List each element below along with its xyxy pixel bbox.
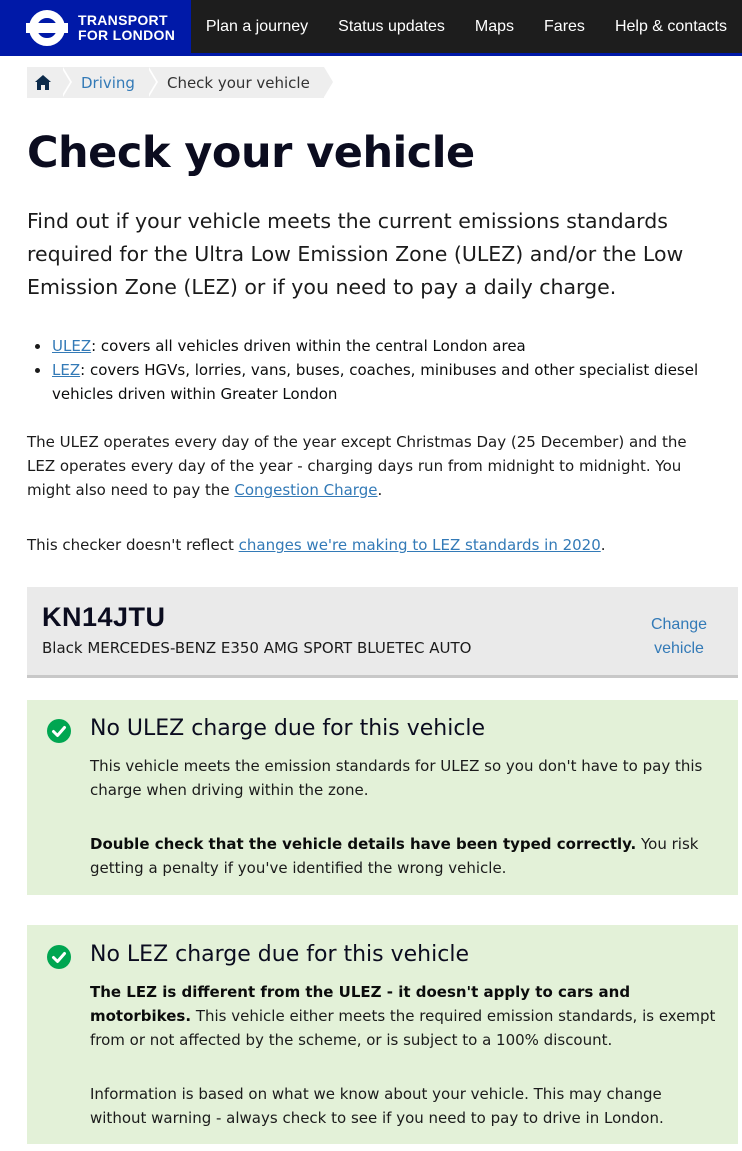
- home-icon: [35, 75, 51, 90]
- change-line-1: Change: [650, 616, 708, 633]
- zone-list: [52, 334, 712, 406]
- operating-hours-text: [27, 430, 717, 502]
- brand-line-2: FOR LONDON: [78, 27, 176, 43]
- nav-help-contacts[interactable]: Help & contacts: [614, 17, 727, 35]
- checker-note-text: This checker doesn't reflect: [27, 536, 239, 554]
- lez-changes-link[interactable]: changes we're making to LEZ standards in 2020: [238, 536, 601, 554]
- registration-plate: KN14JTU: [42, 602, 166, 632]
- warning-text: You risk getting a penalty if you've identified the wrong vehicle.: [90, 835, 699, 877]
- tfl-logo[interactable]: [0, 0, 191, 56]
- change-line-2: vehicle: [654, 640, 704, 657]
- nav-status-updates[interactable]: Status updates: [338, 17, 445, 35]
- site-header: [0, 0, 742, 56]
- ulez-result-warning: [90, 832, 720, 880]
- ulez-result-title: No ULEZ charge due for this vehicle: [90, 716, 486, 741]
- lez-body-bold: The LEZ is different from the ULEZ - it doesn't apply to cars and motorbikes.: [90, 983, 631, 1025]
- lez-body-text: This vehicle either meets the required emission standards, is exempt from or not affected by the scheme, or is subject to a 100% discount.: [90, 1007, 716, 1049]
- checker-note: [27, 533, 717, 557]
- ulez-description: : covers all vehicles driven within the central London area: [91, 337, 526, 355]
- list-item: [52, 334, 712, 358]
- lez-description: : covers HGVs, lorries, vans, buses, coaches, minibuses and other specialist diesel vehicles driven within Greater London: [52, 361, 699, 403]
- operating-text: The ULEZ operates every day of the year except Christmas Day (25 December) and the LEZ operates every day of the year - charging days run from midnight to midnight. You might also need to pay the: [27, 433, 687, 499]
- nav-fares[interactable]: Fares: [544, 17, 585, 35]
- warning-bold: Double check that the vehicle details have been typed correctly.: [90, 835, 637, 853]
- operating-end: .: [377, 481, 383, 499]
- congestion-charge-link[interactable]: Congestion Charge: [234, 481, 378, 499]
- vehicle-card: [27, 587, 738, 678]
- breadcrumb: [27, 67, 324, 98]
- ulez-link[interactable]: ULEZ: [52, 337, 92, 355]
- breadcrumb-current: Check your vehicle: [147, 67, 324, 98]
- lez-result-panel: [27, 925, 738, 1144]
- list-item: [52, 358, 712, 406]
- lez-result-title: No LEZ charge due for this vehicle: [90, 942, 469, 967]
- page-title: Check your vehicle: [27, 128, 475, 178]
- breadcrumb-driving[interactable]: Driving: [61, 67, 147, 98]
- brand-name: [78, 13, 175, 43]
- check-circle-icon: [47, 945, 71, 969]
- ulez-result-body: This vehicle meets the emission standards for ULEZ so you don't have to pay this charge when driving within the zone.: [90, 757, 703, 799]
- check-circle-icon: [47, 719, 71, 743]
- brand-line-1: TRANSPORT: [78, 12, 168, 28]
- lez-result-info: Information is based on what we know about your vehicle. This may change without warning - always check to see if you need to pay to drive in London.: [90, 1085, 664, 1127]
- ulez-result-panel: [27, 700, 738, 895]
- lez-link[interactable]: LEZ: [52, 361, 81, 379]
- main-nav: [191, 0, 742, 53]
- nav-plan-journey[interactable]: Plan a journey: [205, 17, 309, 35]
- breadcrumb-home[interactable]: [27, 67, 61, 98]
- change-vehicle-link[interactable]: [641, 613, 717, 661]
- nav-maps[interactable]: Maps: [474, 17, 515, 35]
- intro-text: Find out if your vehicle meets the current emissions standards required for the Ultra Low Emission Zone (ULEZ) and/or the Low Emission Zone (LEZ) or if you need to pay a daily charge.: [27, 209, 684, 299]
- roundel-icon: [26, 7, 68, 49]
- lez-result-body: [90, 980, 720, 1052]
- checker-note-end: .: [600, 536, 606, 554]
- vehicle-description: Black MERCEDES-BENZ E350 AMG SPORT BLUETEC AUTO: [42, 639, 472, 657]
